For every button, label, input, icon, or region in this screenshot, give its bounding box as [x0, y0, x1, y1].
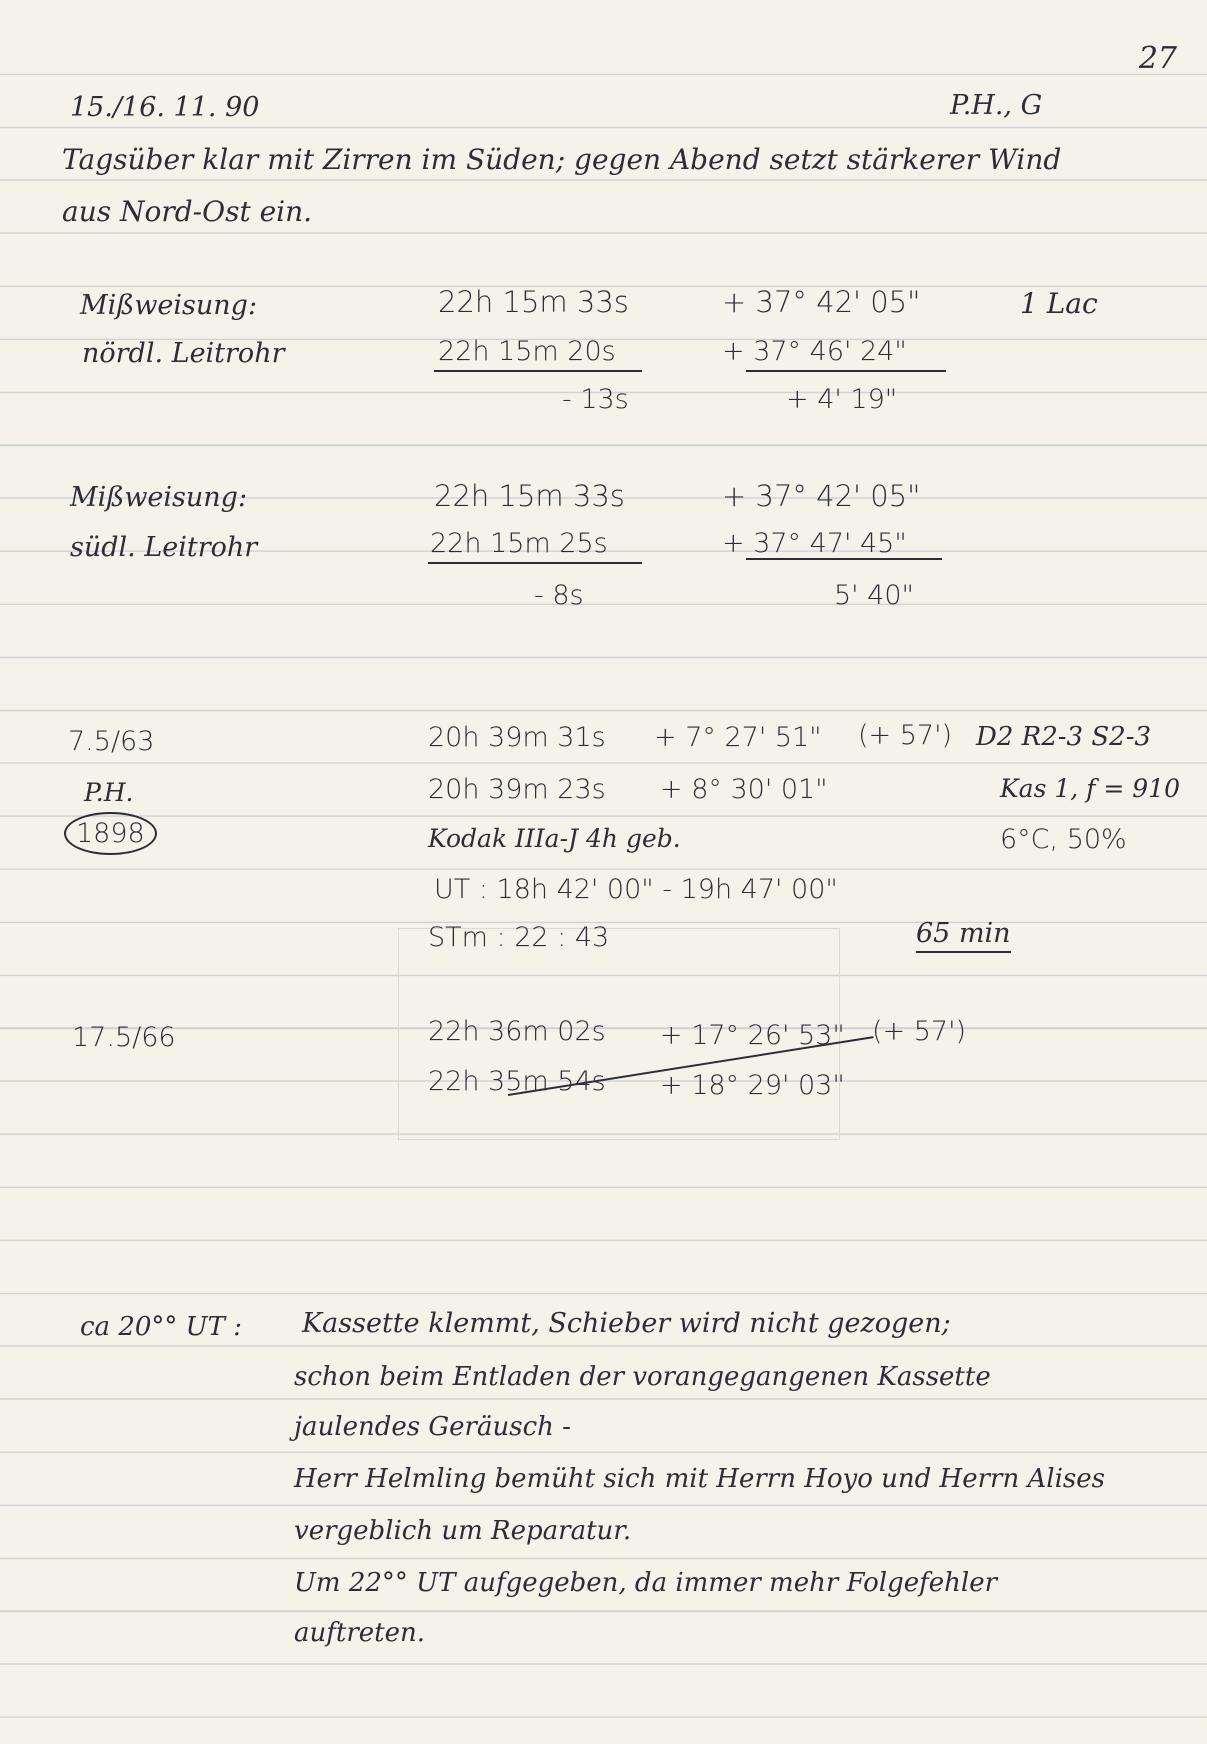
plate-dec-2: + 8° 30' 01" [660, 774, 828, 805]
plate-duration-text: 65 min [916, 918, 1011, 953]
header-observers: P.H., G [950, 90, 1043, 121]
plate-ra-1: 20h 39m 31s [428, 722, 606, 753]
plate-number [64, 820, 157, 847]
header-date: 15./16. 11. 90 [70, 92, 260, 123]
north-dec-1: + 37° 42' 05" [722, 285, 921, 319]
notes-line-6: Um 22°° UT aufgegeben, da immer mehr Folgefehler [294, 1568, 998, 1598]
north-dec-2: + 37° 46' 24" [722, 336, 907, 367]
plate-conditions: 6°C, 50% [1000, 824, 1127, 855]
south-label-2: südl. Leitrohr [70, 532, 258, 563]
field17-dec-2: + 18° 29' 03" [660, 1070, 845, 1101]
north-dec-rule [746, 370, 946, 372]
field17-offset: (+ 57') [872, 1016, 967, 1047]
field17-ra-2: 22h 35m 54s [428, 1066, 606, 1097]
south-dec-2: + 37° 47' 45" [722, 528, 907, 559]
plate-emulsion: Kodak IIIa-J 4h geb. [428, 824, 681, 853]
notes-line-7: auftreten. [294, 1618, 425, 1648]
plate-offset: (+ 57') [858, 720, 953, 751]
notes-time: ca 20°° UT : [80, 1312, 242, 1342]
plate-field: 7.5/63 [68, 726, 155, 757]
plate-ut: UT : 18h 42' 00" - 19h 47' 00" [434, 874, 838, 905]
plate-cassette: Kas 1, f = 910 [1000, 774, 1180, 803]
notes-line-1: Kassette klemmt, Schieber wird nicht gezogen; [302, 1308, 951, 1339]
north-ra-2: 22h 15m 20s [438, 336, 616, 367]
field17-field: 17.5/66 [72, 1022, 176, 1053]
plate-ra-2: 20h 39m 23s [428, 774, 606, 805]
notes-line-3: jaulendes Geräusch - [294, 1412, 571, 1442]
south-ra-rule [428, 562, 642, 564]
notes-line-2: schon beim Entladen der vorangegangenen Kassette [294, 1362, 991, 1392]
notes-line-5: vergeblich um Reparatur. [294, 1516, 632, 1546]
south-ra-diff: - 8s [534, 580, 584, 611]
north-ra-diff: - 13s [562, 384, 629, 415]
field17-dec-1: + 17° 26' 53" [660, 1020, 845, 1051]
north-ra-1: 22h 15m 33s [438, 285, 629, 319]
north-dec-diff: + 4' 19" [786, 384, 898, 415]
plate-number-circle: 1898 [64, 812, 157, 855]
south-dec-diff: 5' 40" [834, 580, 914, 611]
south-label-1: Mißweisung: [70, 482, 248, 513]
notes-line-4: Herr Helmling bemüht sich mit Herrn Hoyo und Herrn Alises [294, 1464, 1105, 1494]
plate-st: STm : 22 : 43 [428, 922, 610, 953]
south-ra-2: 22h 15m 25s [430, 528, 608, 559]
north-label-1: Mißweisung: [80, 290, 258, 321]
page-number: 27 [1138, 41, 1177, 76]
field17-ra-1: 22h 36m 02s [428, 1016, 606, 1047]
south-dec-rule [746, 558, 942, 560]
plate-observer: P.H. [84, 778, 134, 807]
plate-duration [916, 920, 1011, 947]
weather-line-1: Tagsüber klar mit Zirren im Süden; gegen Abend setzt stärkerer Wind [62, 143, 1062, 176]
plate-dec-1: + 7° 27' 51" [654, 722, 822, 753]
north-label-2: nördl. Leitrohr [82, 338, 285, 369]
plate-codes: D2 R2-3 S2-3 [976, 722, 1152, 752]
south-ra-1: 22h 15m 33s [434, 479, 625, 513]
weather-line-2: aus Nord-Ost ein. [62, 195, 313, 228]
north-star: 1 Lac [1020, 287, 1098, 320]
north-ra-rule [434, 370, 642, 372]
south-dec-1: + 37° 42' 05" [722, 479, 921, 513]
